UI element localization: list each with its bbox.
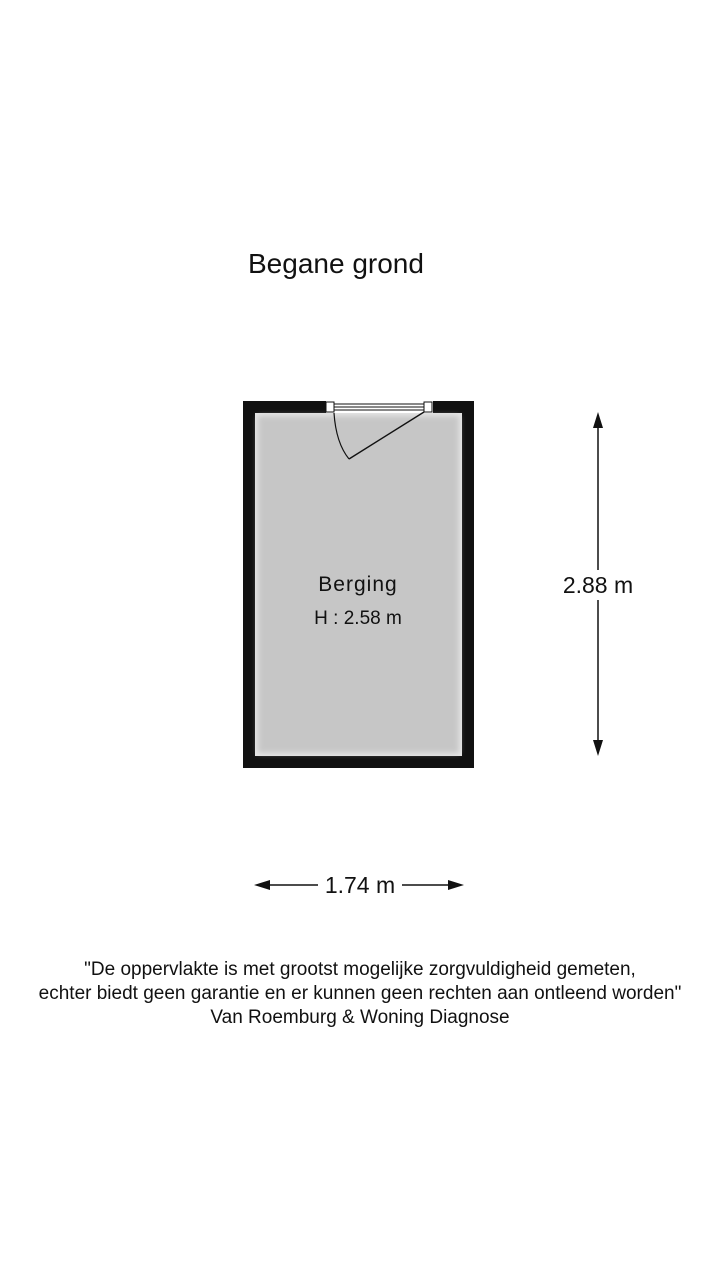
disclaimer-line-2: echter biedt geen garantie en er kunnen geen rechten aan ontleend worden" xyxy=(38,983,682,1004)
floor-title: Begane grond xyxy=(248,248,424,279)
dimension-width-label: 1.74 m xyxy=(318,870,402,900)
disclaimer-line-1: "De oppervlakte is met grootst mogelijke zorgvuldigheid gemeten, xyxy=(84,959,636,980)
room-height-label: H : 2.58 m xyxy=(314,608,402,629)
disclaimer xyxy=(0,958,720,1030)
door-jamb-right xyxy=(424,402,432,412)
arrow-down-icon xyxy=(593,740,603,756)
room-name: Berging xyxy=(318,573,398,596)
arrow-up-icon xyxy=(593,412,603,428)
dimension-height-label: 2.88 m xyxy=(548,570,648,600)
disclaimer-line-3: Van Roemburg & Woning Diagnose xyxy=(210,1007,510,1028)
arrow-right-icon xyxy=(448,880,464,890)
door-jamb-left xyxy=(326,402,334,412)
arrow-left-icon xyxy=(254,880,270,890)
